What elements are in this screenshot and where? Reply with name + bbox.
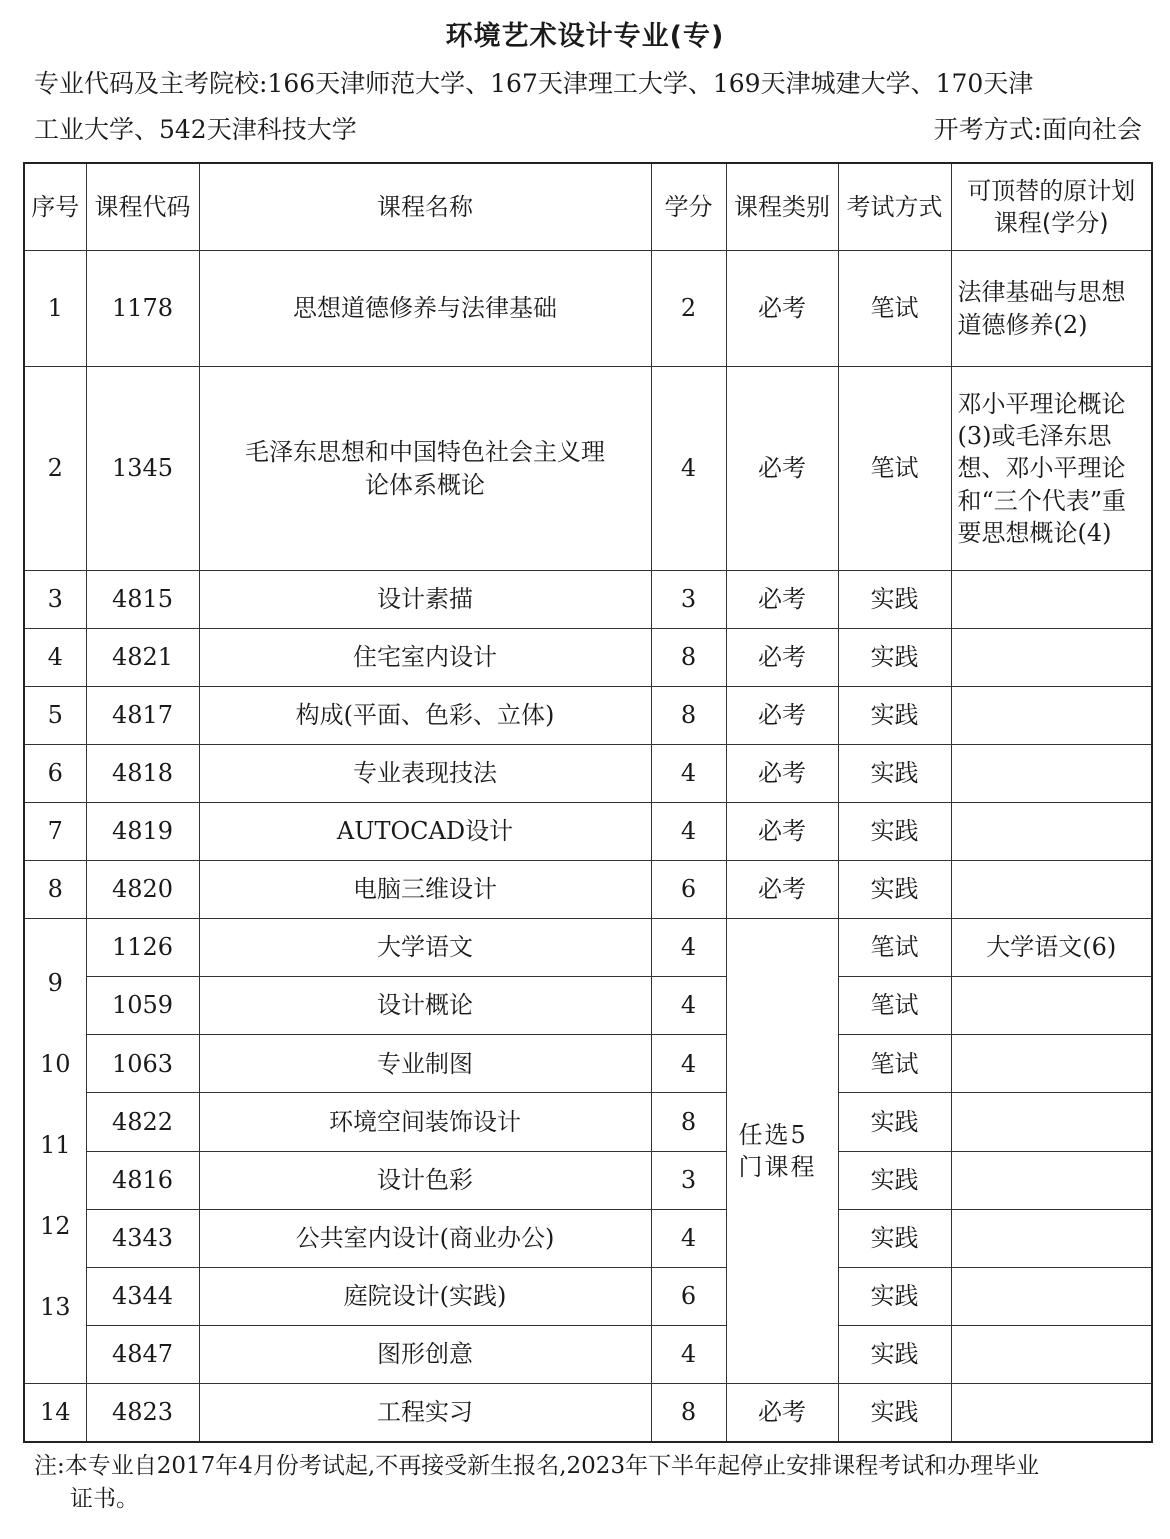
cell-credit: 4	[651, 977, 726, 1035]
table-row	[24, 367, 1152, 571]
cell-method: 实践	[838, 629, 951, 687]
table-row	[24, 919, 1152, 977]
cell-credit: 8	[651, 687, 726, 745]
table-row	[24, 571, 1152, 629]
table-row	[24, 687, 1152, 745]
cell-method: 笔试	[838, 251, 951, 367]
cell-type: 必考	[726, 251, 838, 367]
cell-method: 实践	[838, 571, 951, 629]
cell-credit: 4	[651, 1209, 726, 1267]
cell-method: 实践	[838, 803, 951, 861]
cell-method: 实践	[838, 1209, 951, 1267]
cell-replace: 大学语文(6)	[951, 919, 1152, 977]
cell-method: 实践	[838, 745, 951, 803]
cell-method: 实践	[838, 1384, 951, 1442]
exam-mode: 开考方式:面向社会	[933, 115, 1142, 144]
cell-code: 4847	[86, 1325, 199, 1383]
cell-replace	[951, 629, 1152, 687]
cell-credit: 4	[651, 367, 726, 571]
elective-seq-stack	[25, 919, 86, 1383]
header-name: 课程名称	[199, 163, 651, 251]
cell-replace	[951, 1035, 1152, 1093]
footnote	[34, 1450, 1146, 1517]
table-row	[24, 977, 1152, 1035]
cell-type: 必考	[726, 861, 838, 919]
cell-replace	[951, 1267, 1152, 1325]
header-credit: 学分	[651, 163, 726, 251]
cell-code: 4815	[86, 571, 199, 629]
cell-replace	[951, 1209, 1152, 1267]
cell-seq: 3	[24, 571, 86, 629]
cell-seq: 13	[39, 1292, 71, 1321]
cell-replace: 邓小平理论概论(3)或毛泽东思想、邓小平理论和“三个代表”重要思想概论(4)	[951, 367, 1152, 571]
page-title: 环境艺术设计专业(专)	[445, 21, 725, 52]
header-type: 课程类别	[726, 163, 838, 251]
cell-name: 工程实习	[199, 1384, 651, 1442]
table-row	[24, 1035, 1152, 1093]
footnote-line-1: 注:本专业自2017年4月份考试起,不再接受新生报名,2023年下半年起停止安排课程考试和办理毕业	[34, 1453, 1040, 1479]
cell-code: 4816	[86, 1151, 199, 1209]
cell-credit: 4	[651, 1325, 726, 1383]
cell-replace	[951, 687, 1152, 745]
cell-code: 4818	[86, 745, 199, 803]
cell-name: 专业制图	[199, 1035, 651, 1093]
table-row	[24, 861, 1152, 919]
cell-code: 4817	[86, 687, 199, 745]
cell-method: 笔试	[838, 919, 951, 977]
cell-method: 实践	[838, 1151, 951, 1209]
cell-code: 1063	[86, 1035, 199, 1093]
header-seq: 序号	[24, 163, 86, 251]
cell-seq: 4	[24, 629, 86, 687]
cell-name: 图形创意	[199, 1325, 651, 1383]
info-line-2	[34, 110, 1142, 146]
cell-code: 4823	[86, 1384, 199, 1442]
table-row	[24, 629, 1152, 687]
table-row	[24, 1151, 1152, 1209]
cell-replace	[951, 977, 1152, 1035]
cell-type: 必考	[726, 571, 838, 629]
cell-seq: 7	[24, 803, 86, 861]
table-row	[24, 745, 1152, 803]
cell-name: 电脑三维设计	[199, 861, 651, 919]
cell-seq: 11	[39, 1130, 71, 1159]
cell-name: 思想道德修养与法律基础	[199, 251, 651, 367]
cell-name: 庭院设计(实践)	[199, 1267, 651, 1325]
cell-code: 1059	[86, 977, 199, 1035]
cell-code: 4344	[86, 1267, 199, 1325]
course-table	[23, 162, 1153, 1443]
cell-type: 必考	[726, 367, 838, 571]
header-method: 考试方式	[838, 163, 951, 251]
cell-credit: 4	[651, 919, 726, 977]
cell-code: 4343	[86, 1209, 199, 1267]
cell-name: 设计色彩	[199, 1151, 651, 1209]
cell-code: 4819	[86, 803, 199, 861]
cell-type: 必考	[726, 687, 838, 745]
cell-replace	[951, 861, 1152, 919]
table-row	[24, 1384, 1152, 1442]
cell-method: 笔试	[838, 1035, 951, 1093]
cell-name: 大学语文	[199, 919, 651, 977]
cell-name: 公共室内设计(商业办公)	[199, 1209, 651, 1267]
cell-seq: 10	[39, 1049, 71, 1078]
cell-replace	[951, 745, 1152, 803]
table-row	[24, 1267, 1152, 1325]
cell-seq: 5	[24, 687, 86, 745]
header-code: 课程代码	[86, 163, 199, 251]
cell-credit: 8	[651, 629, 726, 687]
cell-type: 必考	[726, 803, 838, 861]
cell-seq: 2	[24, 367, 86, 571]
elective-type-cell: 任选5门课程	[726, 919, 838, 1384]
cell-code: 1126	[86, 919, 199, 977]
cell-seq: 6	[24, 745, 86, 803]
cell-seq: 12	[39, 1211, 71, 1240]
footnote-line-2: 证书。	[70, 1486, 139, 1513]
table-row	[24, 1325, 1152, 1383]
cell-type: 必考	[726, 1384, 838, 1442]
cell-seq: 8	[24, 861, 86, 919]
cell-credit: 4	[651, 1035, 726, 1093]
cell-code: 4821	[86, 629, 199, 687]
cell-code: 1345	[86, 367, 199, 571]
cell-type: 必考	[726, 629, 838, 687]
table-header-row	[24, 163, 1152, 251]
cell-credit: 6	[651, 861, 726, 919]
cell-replace	[951, 1325, 1152, 1383]
table-row	[24, 251, 1152, 367]
cell-replace	[951, 803, 1152, 861]
header-replace: 可顶替的原计划课程(学分)	[951, 163, 1152, 251]
cell-method: 笔试	[838, 367, 951, 571]
elective-seq-cell	[24, 919, 86, 1384]
cell-method: 实践	[838, 1325, 951, 1383]
major-code-schools-cont: 工业大学、542天津科技大学	[34, 115, 357, 144]
cell-name: 环境空间装饰设计	[199, 1093, 651, 1151]
cell-replace	[951, 1093, 1152, 1151]
cell-method: 实践	[838, 687, 951, 745]
cell-code: 4822	[86, 1093, 199, 1151]
cell-credit: 3	[651, 1151, 726, 1209]
cell-code: 4820	[86, 861, 199, 919]
cell-name: 设计素描	[199, 571, 651, 629]
cell-credit: 6	[651, 1267, 726, 1325]
cell-name: 设计概论	[199, 977, 651, 1035]
cell-replace	[951, 1384, 1152, 1442]
cell-name: AUTOCAD设计	[199, 803, 651, 861]
cell-name: 专业表现技法	[199, 745, 651, 803]
cell-type: 必考	[726, 745, 838, 803]
cell-credit: 2	[651, 251, 726, 367]
cell-method: 笔试	[838, 977, 951, 1035]
cell-name: 毛泽东思想和中国特色社会主义理论体系概论	[199, 367, 651, 571]
cell-credit: 4	[651, 745, 726, 803]
cell-method: 实践	[838, 861, 951, 919]
cell-seq: 14	[24, 1384, 86, 1442]
table-row	[24, 1209, 1152, 1267]
cell-replace: 法律基础与思想道德修养(2)	[951, 251, 1152, 367]
cell-credit: 4	[651, 803, 726, 861]
table-row	[24, 803, 1152, 861]
cell-credit: 8	[651, 1093, 726, 1151]
cell-seq: 9	[47, 969, 63, 997]
cell-name: 构成(平面、色彩、立体)	[199, 687, 651, 745]
cell-replace	[951, 1151, 1152, 1209]
cell-method: 实践	[838, 1093, 951, 1151]
table-row	[24, 1093, 1152, 1151]
cell-credit: 3	[651, 571, 726, 629]
cell-method: 实践	[838, 1267, 951, 1325]
cell-name: 住宅室内设计	[199, 629, 651, 687]
major-code-schools: 专业代码及主考院校:166天津师范大学、167天津理工大学、169天津城建大学、170天津	[34, 69, 1034, 98]
cell-credit: 8	[651, 1384, 726, 1442]
cell-code: 1178	[86, 251, 199, 367]
cell-replace	[951, 571, 1152, 629]
cell-seq: 1	[24, 251, 86, 367]
